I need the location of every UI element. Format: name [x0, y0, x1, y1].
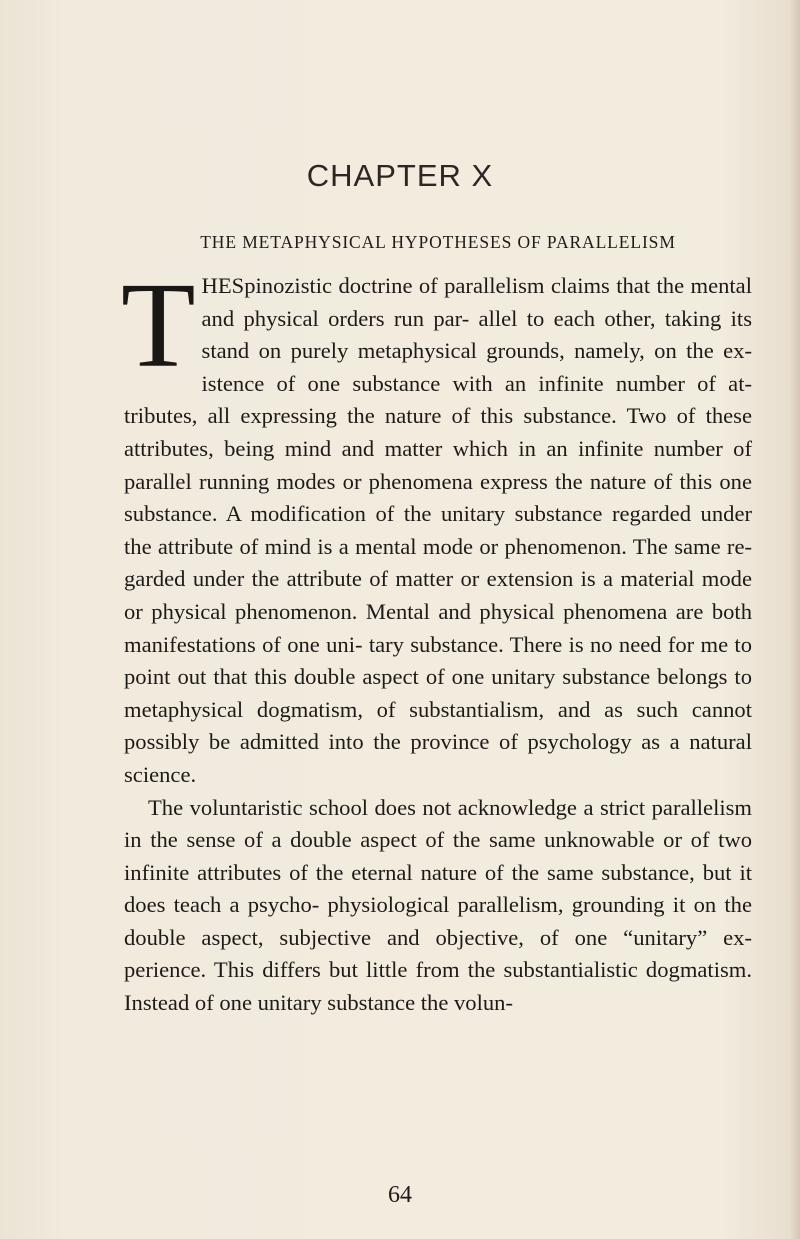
paragraph-1-text: HESpinozistic doctrine of parallelism claims that the mental and physical orders run par- allel to each other, taking its stand on purely metaphysical grounds, namely, on the ex- istence of one substance with an infinite number of at- tributes, all expressing the nature of this substance. Two of these attributes, being mind and matter which in an infinite number of parallel running modes or phenomena express the nature of this one substance. A modification of the unitary substance regarded under the attribute of mind is a mental mode or phenomenon. The same re- garded under the attribute of matter or extension is a material mode or physical phenomenon. Mental and physical phenomena are both manifestations of one uni- tary substance. There is no need for me to point out that this double aspect of one unitary substance belongs to metaphysical dogmatism, of substantialism, and as such cannot possibly be admitted into the province of psychology as a natural science. [124, 273, 752, 787]
paragraph-2: The voluntaristic school does not acknowledge a strict parallelism in the sense of a double aspect of the same unknowable or of two infinite attributes of the eternal nature of the same substance, but it does teach a psycho- physiological parallelism, grounding it on the double aspect, subjective and objective, of one “unitary” ex- perience. This differs but little from the substantialistic dogmatism. Instead of one unitary substance the volun- [124, 794, 752, 1016]
chapter-title: THE METAPHYSICAL HYPOTHESES OF PARALLELISM [200, 232, 676, 252]
page-number: 64 [388, 1182, 412, 1208]
drop-cap: T [121, 258, 196, 393]
body-text [121, 258, 752, 1020]
chapter-number: CHAPTER X [306, 158, 494, 193]
paragraph-1 [121, 258, 752, 792]
